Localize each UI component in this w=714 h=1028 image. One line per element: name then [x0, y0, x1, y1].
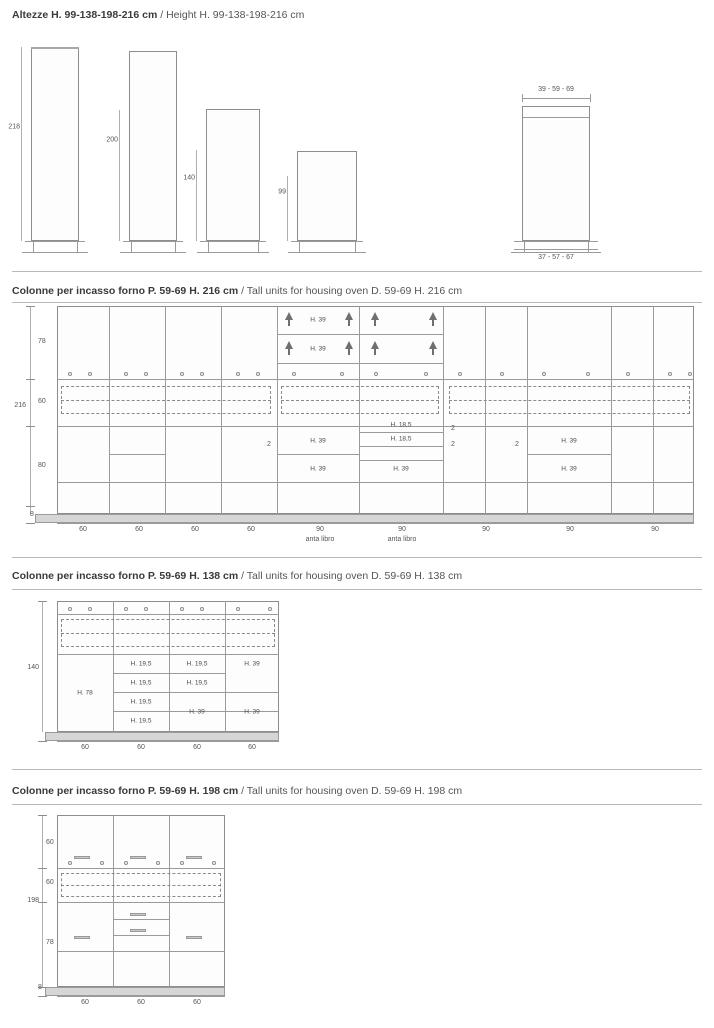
tall216-knob-4	[144, 372, 148, 376]
tall216-dim-tick-3	[26, 426, 35, 427]
cabinet-140-dim-line	[196, 150, 197, 241]
book-door-arrow-stem-7	[374, 349, 376, 355]
tall216-label-top-h39-b: H. 39	[310, 345, 326, 353]
tall216-band-lower	[57, 482, 694, 483]
tall216-dim-tick-1	[26, 306, 35, 307]
tall216-label-h185-a: H. 18,5	[390, 421, 412, 429]
cabinet-218-top-edge	[31, 47, 79, 49]
tall216-knob-15	[542, 372, 546, 376]
tall138-label-h195-1: H. 19,5	[130, 660, 152, 668]
tall216-knob-3	[124, 372, 128, 376]
section-tall-216	[0, 272, 714, 560]
cabinet-218-floor-line	[22, 252, 88, 253]
cabinet-side-bottom-dim-line	[514, 249, 598, 250]
tall138-knob-2	[88, 607, 92, 611]
tall216-qty-mark-2: 2	[451, 441, 455, 448]
divider-under-tall198-title	[12, 804, 702, 805]
tall138-label-h39-3: H. 39	[244, 708, 260, 716]
tall216-label-h39-d: H. 39	[310, 465, 326, 473]
tall138-knob-3	[124, 607, 128, 611]
tall198-shelf-1	[113, 919, 169, 920]
tall216-knob-19	[688, 372, 692, 376]
tall138-label-h195-4: H. 19,5	[186, 679, 208, 687]
cabinet-200-base-line	[123, 241, 183, 242]
tall216-width-90-3: 90	[482, 526, 490, 533]
book-door-arrow-stem-2	[348, 320, 350, 326]
tall216-knob-7	[236, 372, 240, 376]
cabinet-218-dim-label: 218	[8, 123, 20, 131]
tall198-oven-zone-line	[61, 885, 221, 886]
tall198-handle-1	[74, 856, 90, 859]
tall198-width-60-2: 60	[137, 999, 145, 1006]
tall138-oven-zone-line	[61, 633, 275, 634]
tall216-dim-tick-5	[26, 523, 35, 524]
tall198-shelf-3	[113, 951, 169, 952]
section-heights	[0, 0, 714, 272]
tall216-shelf-1	[109, 454, 165, 455]
divider-under-tall138-title	[12, 589, 702, 590]
book-door-arrow-7	[371, 341, 379, 349]
tall216-knob-12	[424, 372, 428, 376]
tall216-width-90-2: 90	[398, 526, 406, 533]
divider-under-tall216-title	[12, 302, 702, 303]
cabinet-side-top-dim-tick-l	[522, 94, 523, 102]
cabinet-200-foot-right	[175, 241, 176, 252]
cabinet-218-base-line	[25, 241, 85, 242]
tall216-shelf-2	[277, 454, 359, 455]
cabinet-140-floor-line	[197, 252, 269, 253]
cabinet-side-foot-left	[524, 241, 525, 252]
tall216-width-90-1: 90	[316, 526, 324, 533]
tall216-knob-9	[292, 372, 296, 376]
tall138-knob-6	[200, 607, 204, 611]
section-tall-198-title-bold: Colonne per incasso forno P. 59-69 H. 198 cm	[12, 785, 239, 797]
tall198-band-mid	[57, 902, 225, 903]
tall138-label-h195-3: H. 19,5	[130, 679, 152, 687]
book-door-arrow-5	[285, 341, 293, 349]
tall198-run	[57, 815, 225, 987]
cabinet-side-bottom-width-label: 37 - 57 - 67	[538, 254, 574, 261]
book-door-arrow-stem-6	[348, 349, 350, 355]
tall198-dim-60-top: 60	[46, 839, 54, 846]
cabinet-side-floor-line	[511, 252, 601, 253]
tall216-dim-60: 60	[38, 398, 46, 405]
tall216-knob-2	[88, 372, 92, 376]
tall216-width-60-3: 60	[191, 526, 199, 533]
tall138-label-h195-6: H. 19,5	[130, 717, 152, 725]
book-door-arrow-1	[285, 312, 293, 320]
tall198-dim-78: 78	[46, 939, 54, 946]
tall216-note-anta-libro-2: anta libro	[387, 536, 417, 543]
tall198-handle-6	[130, 929, 146, 932]
tall216-width-90-5: 90	[651, 526, 659, 533]
tall198-knob-4	[156, 861, 160, 865]
tall198-band-top	[57, 868, 225, 869]
cabinet-99-foot-right	[355, 241, 356, 252]
tall198-width-60-3: 60	[193, 999, 201, 1006]
cabinet-140	[206, 109, 260, 241]
book-door-arrow-6	[345, 341, 353, 349]
tall216-note-anta-libro-1: anta libro	[305, 536, 335, 543]
tall216-knob-13	[458, 372, 462, 376]
tall216-width-60-2: 60	[135, 526, 143, 533]
tall138-label-h39-2: H. 39	[189, 708, 205, 716]
tall198-shelf-2	[113, 935, 169, 936]
cabinet-140-foot-left	[208, 241, 209, 252]
tall216-top-split-3	[277, 363, 443, 364]
cabinet-99-dim-label: 99	[278, 188, 286, 196]
tall198-plinth	[45, 987, 225, 996]
section-tall-198-title-rest: / Tall units for housing oven D. 59-69 H. 198 cm	[238, 785, 463, 797]
tall216-band-mid	[57, 426, 694, 427]
tall198-dim-tick-1	[38, 815, 47, 816]
cabinet-140-base-line	[200, 241, 266, 242]
section-tall-198	[0, 769, 714, 1028]
tall198-handle-5	[74, 936, 90, 939]
tall216-label-top-h39-a: H. 39	[310, 316, 326, 324]
tall216-dim-80: 80	[38, 462, 46, 469]
tall138-dim-tick-top	[38, 601, 47, 602]
book-door-arrow-stem-3	[374, 320, 376, 326]
tall198-divider-2	[169, 815, 170, 987]
tall138-shelf-3	[113, 711, 225, 712]
cabinet-side-top-width-label: 39 - 59 - 69	[538, 86, 574, 93]
tall216-qty-mark-4: 2	[515, 441, 519, 448]
tall138-dim-axis	[42, 601, 43, 732]
tall198-handle-7	[186, 936, 202, 939]
book-door-arrow-stem-5	[288, 349, 290, 355]
cabinet-218-foot-left	[33, 241, 34, 252]
tall216-width-90-4: 90	[566, 526, 574, 533]
tall216-label-h39-f: H. 39	[561, 437, 577, 445]
tall216-knob-10	[340, 372, 344, 376]
tall138-band-mid	[57, 654, 279, 655]
cabinet-140-foot-right	[258, 241, 259, 252]
tall198-dim-60-mid: 60	[46, 879, 54, 886]
tall138-knob-4	[144, 607, 148, 611]
tall138-width-60-3: 60	[193, 744, 201, 751]
tall216-knob-5	[180, 372, 184, 376]
section-tall-216-title	[0, 285, 462, 297]
tall198-knob-1	[68, 861, 72, 865]
tall198-width-60-1: 60	[81, 999, 89, 1006]
tall216-dim-216: 216	[14, 402, 26, 409]
section-heights-title-bold: Altezze H. 99-138-198-216 cm	[12, 9, 158, 21]
section-tall-138-title	[0, 570, 462, 582]
tall138-shelf-1	[113, 673, 225, 674]
tall138-dim-140: 140	[27, 664, 39, 671]
tall138-width-60-4: 60	[248, 744, 256, 751]
tall216-dim-tick-2	[26, 379, 35, 380]
cabinet-99-base-line	[291, 241, 363, 242]
tall216-width-dim-line	[57, 523, 694, 524]
cabinet-200-dim-line	[119, 110, 120, 241]
tall198-shelf-4	[57, 951, 113, 952]
tall216-top-split-1	[277, 334, 359, 335]
tall216-dim-tick-4	[26, 506, 35, 507]
tall198-dim-tick-5	[38, 996, 47, 997]
cabinet-side-view	[522, 106, 590, 241]
tall216-knob-8	[256, 372, 260, 376]
tall198-knob-2	[100, 861, 104, 865]
cabinet-side-top-inner	[523, 117, 589, 118]
tall138-label-h195-5: H. 19,5	[130, 698, 152, 706]
book-door-arrow-2	[345, 312, 353, 320]
tall138-width-60-1: 60	[81, 744, 89, 751]
tall138-shelf-4	[225, 692, 279, 693]
tall216-oven-zone-1-line	[61, 400, 271, 401]
tall198-divider-1	[113, 815, 114, 987]
tall198-handle-2	[130, 856, 146, 859]
tall216-oven-zone-3-line	[449, 400, 690, 401]
tall216-top-split-2	[359, 334, 443, 335]
cabinet-side-top-dim-tick-r	[590, 94, 591, 102]
tall198-dim-axis	[42, 815, 43, 987]
section-heights-title-rest: / Height H. 99-138-198-216 cm	[157, 9, 305, 21]
book-door-arrow-stem-1	[288, 320, 290, 326]
tall216-knob-1	[68, 372, 72, 376]
tall216-shelf-5	[359, 460, 443, 461]
tall198-knob-6	[212, 861, 216, 865]
tall216-shelf-3	[359, 432, 443, 433]
cabinet-200-dim-label: 200	[106, 136, 118, 144]
tall216-knob-14	[500, 372, 504, 376]
cabinet-side-base-line	[514, 241, 598, 242]
book-door-arrow-4	[429, 312, 437, 320]
tall216-knob-16	[586, 372, 590, 376]
tall216-label-h39-c: H. 39	[310, 437, 326, 445]
section-tall-138-title-rest: / Tall units for housing oven D. 59-69 H. 138 cm	[238, 570, 463, 582]
tall216-knob-11	[374, 372, 378, 376]
tall138-dim-tick-bottom	[38, 741, 47, 742]
book-door-arrow-stem-4	[432, 320, 434, 326]
cabinet-99	[297, 151, 357, 241]
section-tall-216-title-bold: Colonne per incasso forno P. 59-69 H. 216 cm	[12, 285, 239, 297]
tall198-knob-3	[124, 861, 128, 865]
cabinet-99-floor-line	[288, 252, 366, 253]
section-tall-138	[0, 557, 714, 773]
tall198-width-dim-line	[57, 996, 225, 997]
section-heights-title	[0, 9, 304, 21]
tall216-qty-mark-3: 2	[267, 441, 271, 448]
tall138-band-top	[57, 614, 279, 615]
cabinet-218	[31, 47, 79, 241]
tall216-oven-zone-2-line	[281, 400, 439, 401]
cabinet-140-dim-label: 140	[183, 174, 195, 182]
cabinet-218-dim-line	[21, 47, 22, 241]
book-door-arrow-3	[371, 312, 379, 320]
tall138-plinth	[45, 732, 279, 741]
tall216-dim-8: 8	[30, 511, 34, 518]
cabinet-side-foot-right	[588, 241, 589, 252]
tall216-width-60-4: 60	[247, 526, 255, 533]
tall138-width-dim-line	[57, 741, 279, 742]
tall138-knob-7	[236, 607, 240, 611]
tall138-width-60-2: 60	[137, 744, 145, 751]
cabinet-200	[129, 51, 177, 241]
book-door-arrow-8	[429, 341, 437, 349]
tall216-label-h185-b: H. 18,5	[390, 435, 412, 443]
tall216-label-h39-e: H. 39	[393, 465, 409, 473]
tall198-dim-198: 198	[27, 897, 39, 904]
cabinet-side-top-dim-line	[522, 98, 590, 99]
section-tall-216-title-rest: / Tall units for housing oven D. 59-69 H. 216 cm	[238, 285, 463, 297]
section-tall-138-title-bold: Colonne per incasso forno P. 59-69 H. 138 cm	[12, 570, 239, 582]
tall198-handle-4	[130, 913, 146, 916]
tall198-dim-tick-2	[38, 868, 47, 869]
tall138-label-h195-2: H. 19,5	[186, 660, 208, 668]
tall216-shelf-4	[359, 446, 443, 447]
tall138-shelf-2	[113, 692, 225, 693]
tall198-dim-8: 8	[38, 984, 42, 991]
cabinet-99-dim-line	[287, 176, 288, 241]
tall216-qty-mark-1: 2	[451, 425, 455, 432]
cabinet-99-foot-left	[299, 241, 300, 252]
tall216-band-upper	[57, 379, 694, 380]
cabinet-200-floor-line	[120, 252, 186, 253]
tall216-knob-6	[200, 372, 204, 376]
tall138-knob-5	[180, 607, 184, 611]
tall216-shelf-6	[527, 454, 611, 455]
tall216-knob-18	[668, 372, 672, 376]
section-tall-198-title	[0, 785, 462, 797]
tall216-dim-78: 78	[38, 338, 46, 345]
cabinet-218-foot-right	[77, 241, 78, 252]
book-door-arrow-stem-8	[432, 349, 434, 355]
tall198-dim-tick-3	[38, 902, 47, 903]
tall198-shelf-5	[169, 951, 225, 952]
tall138-label-h78: H. 78	[77, 689, 93, 697]
tall216-knob-17	[626, 372, 630, 376]
tall216-width-60-1: 60	[79, 526, 87, 533]
tall198-knob-5	[180, 861, 184, 865]
tall216-label-h39-g: H. 39	[561, 465, 577, 473]
cabinet-200-foot-left	[131, 241, 132, 252]
tall138-label-h39-1: H. 39	[244, 660, 260, 668]
tall138-knob-1	[68, 607, 72, 611]
tall216-plinth	[35, 514, 694, 523]
tall138-knob-8	[268, 607, 272, 611]
tall216-dim-axis	[30, 306, 31, 514]
tall198-handle-3	[186, 856, 202, 859]
